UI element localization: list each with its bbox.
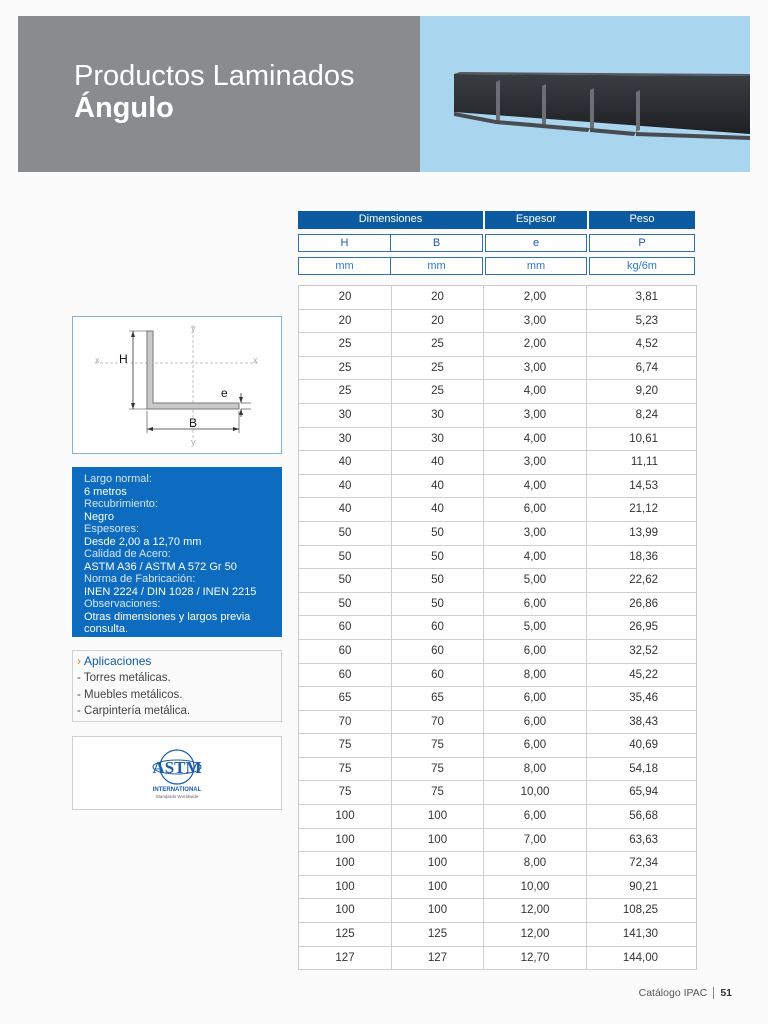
cell-e: 7,00 <box>484 829 587 852</box>
symbol-b: B <box>391 234 483 252</box>
page-header <box>18 16 750 172</box>
page-title-line1: Productos Laminados <box>74 60 355 92</box>
cell-b: 40 <box>392 451 484 474</box>
cell-b: 25 <box>392 333 484 356</box>
info-recub-value: Negro <box>84 510 114 523</box>
angle-section-diagram <box>72 316 282 454</box>
cell-e: 4,00 <box>484 475 587 498</box>
cell-e: 5,00 <box>484 616 587 639</box>
info-calidad-value: ASTM A36 / ASTM A 572 Gr 50 <box>84 560 237 573</box>
table-row <box>299 357 696 381</box>
cell-h: 25 <box>299 357 392 380</box>
spec-table-header <box>298 211 695 280</box>
group-header-row <box>298 211 695 229</box>
label-h: H <box>119 352 128 366</box>
table-row <box>299 286 696 310</box>
cell-p: 108,25 <box>622 904 658 917</box>
table-row <box>299 640 696 664</box>
info-obs-value-1: Otras dimensiones y largos previa <box>84 610 251 623</box>
label-x-right: x <box>253 355 258 365</box>
cell-h: 70 <box>299 711 392 734</box>
cell-p: 54,18 <box>629 762 658 775</box>
cell-e: 6,00 <box>484 711 587 734</box>
table-row <box>299 876 696 900</box>
label-y-top: y <box>191 323 196 333</box>
cell-p: 22,62 <box>629 574 658 587</box>
cell-p: 72,34 <box>629 857 658 870</box>
symbol-header-row <box>298 234 695 252</box>
cell-p: 18,36 <box>629 550 658 563</box>
cell-h: 60 <box>299 640 392 663</box>
cell-b: 40 <box>392 475 484 498</box>
cell-h: 40 <box>299 498 392 521</box>
cell-h: 127 <box>299 947 392 970</box>
page-title-line2: Ángulo <box>74 92 174 124</box>
cell-e: 8,00 <box>484 664 587 687</box>
cell-p: 10,61 <box>629 432 658 445</box>
cell-b: 25 <box>392 357 484 380</box>
cell-e: 6,00 <box>484 593 587 616</box>
header-title-panel <box>18 16 420 172</box>
cell-e: 3,00 <box>484 310 587 333</box>
cell-b: 50 <box>392 569 484 592</box>
table-row <box>299 687 696 711</box>
cell-h: 25 <box>299 333 392 356</box>
cell-p: 141,30 <box>622 928 658 941</box>
cell-e: 10,00 <box>484 876 587 899</box>
application-item: - Carpintería metálica. <box>77 705 191 717</box>
table-row <box>299 829 696 853</box>
cell-p: 21,12 <box>629 503 658 516</box>
cell-p: 4,52 <box>635 338 658 351</box>
unit-header-row <box>298 257 695 275</box>
cell-e: 3,00 <box>484 451 587 474</box>
cell-b: 127 <box>392 947 484 970</box>
table-row <box>299 569 696 593</box>
cell-e: 10,00 <box>484 781 587 804</box>
applications-heading <box>77 654 277 668</box>
cell-p: 14,53 <box>629 479 658 492</box>
cell-b: 75 <box>392 758 484 781</box>
cell-b: 30 <box>392 404 484 427</box>
table-row <box>299 758 696 782</box>
table-row <box>299 404 696 428</box>
cell-h: 100 <box>299 829 392 852</box>
cell-p: 6,74 <box>635 361 658 374</box>
cell-b: 65 <box>392 687 484 710</box>
cell-h: 100 <box>299 852 392 875</box>
cell-p: 9,20 <box>635 385 658 398</box>
info-largo-value: 6 metros <box>84 485 127 498</box>
cell-e: 4,00 <box>484 546 587 569</box>
info-norma-label: Norma de Fabricación: <box>84 573 196 585</box>
cell-b: 100 <box>392 899 484 922</box>
spec-table-body <box>298 285 697 970</box>
cell-p: 8,24 <box>635 408 658 421</box>
table-row <box>299 616 696 640</box>
cell-h: 100 <box>299 805 392 828</box>
cell-p: 45,22 <box>629 668 658 681</box>
header-product-image <box>420 16 750 172</box>
unit-p: kg/6m <box>589 257 695 275</box>
cell-b: 100 <box>392 852 484 875</box>
table-row <box>299 498 696 522</box>
header-espesor: Espesor <box>485 211 587 229</box>
cell-e: 12,70 <box>484 947 587 970</box>
angle-profile-drawing <box>73 317 281 453</box>
cell-b: 50 <box>392 546 484 569</box>
cell-e: 12,00 <box>484 923 587 946</box>
info-esp-label: Espesores: <box>84 523 140 535</box>
table-row <box>299 805 696 829</box>
astm-logo-box <box>72 736 282 810</box>
cell-e: 6,00 <box>484 640 587 663</box>
cell-h: 50 <box>299 593 392 616</box>
cell-b: 30 <box>392 428 484 451</box>
table-row <box>299 522 696 546</box>
table-row <box>299 852 696 876</box>
cell-p: 38,43 <box>629 715 658 728</box>
cell-h: 20 <box>299 286 392 309</box>
cell-p: 63,63 <box>629 833 658 846</box>
cell-b: 60 <box>392 640 484 663</box>
header-peso: Peso <box>589 211 695 229</box>
cell-e: 2,00 <box>484 286 587 309</box>
cell-b: 50 <box>392 522 484 545</box>
cell-p: 144,00 <box>622 951 658 964</box>
cell-h: 50 <box>299 569 392 592</box>
table-row <box>299 451 696 475</box>
info-esp-value: Desde 2,00 a 12,70 mm <box>84 535 202 548</box>
cell-h: 40 <box>299 475 392 498</box>
astm-logo-text: ASTM <box>152 758 202 777</box>
table-row <box>299 711 696 735</box>
cell-e: 6,00 <box>484 687 587 710</box>
cell-e: 4,00 <box>484 428 587 451</box>
astm-logo-tagline: Standards Worldwide <box>155 794 199 799</box>
application-item: - Torres metálicas. <box>77 672 171 684</box>
unit-h: mm <box>298 257 391 275</box>
steel-angle-image <box>420 16 750 172</box>
info-recub-label: Recubrimiento: <box>84 498 158 510</box>
cell-h: 100 <box>299 899 392 922</box>
info-obs-label: Observaciones: <box>84 598 161 610</box>
table-row <box>299 333 696 357</box>
astm-logo <box>73 737 281 809</box>
cell-b: 60 <box>392 616 484 639</box>
chevron-right-icon: › <box>77 654 81 668</box>
cell-h: 75 <box>299 758 392 781</box>
cell-p: 13,99 <box>629 526 658 539</box>
cell-e: 6,00 <box>484 805 587 828</box>
catalog-name: Catálogo IPAC <box>638 987 708 999</box>
table-row <box>299 899 696 923</box>
unit-e: mm <box>485 257 587 275</box>
label-y-bottom: y <box>191 437 196 447</box>
cell-h: 75 <box>299 734 392 757</box>
table-row <box>299 428 696 452</box>
label-b: B <box>189 416 198 430</box>
cell-b: 20 <box>392 286 484 309</box>
cell-h: 100 <box>299 876 392 899</box>
cell-e: 6,00 <box>484 498 587 521</box>
cell-e: 3,00 <box>484 404 587 427</box>
cell-b: 100 <box>392 876 484 899</box>
product-info-box <box>72 467 282 637</box>
cell-h: 20 <box>299 310 392 333</box>
cell-p: 35,46 <box>629 692 658 705</box>
cell-h: 60 <box>299 664 392 687</box>
cell-h: 125 <box>299 923 392 946</box>
cell-b: 100 <box>392 805 484 828</box>
header-dimensiones: Dimensiones <box>298 211 483 229</box>
cell-e: 3,00 <box>484 357 587 380</box>
applications-title: Aplicaciones <box>84 654 152 668</box>
cell-b: 20 <box>392 310 484 333</box>
cell-b: 75 <box>392 781 484 804</box>
symbol-p: P <box>589 234 695 252</box>
cell-h: 65 <box>299 687 392 710</box>
table-row <box>299 781 696 805</box>
cell-e: 8,00 <box>484 852 587 875</box>
table-row <box>299 380 696 404</box>
cell-e: 4,00 <box>484 380 587 403</box>
cell-e: 5,00 <box>484 569 587 592</box>
cell-e: 2,00 <box>484 333 587 356</box>
cell-h: 50 <box>299 522 392 545</box>
symbol-e: e <box>485 234 587 252</box>
cell-p: 3,81 <box>635 291 658 303</box>
cell-b: 70 <box>392 711 484 734</box>
cell-b: 125 <box>392 923 484 946</box>
table-row <box>299 475 696 499</box>
cell-h: 75 <box>299 781 392 804</box>
application-item: - Muebles metálicos. <box>77 688 183 701</box>
cell-e: 8,00 <box>484 758 587 781</box>
info-norma-value: INEN 2224 / DIN 1028 / INEN 2215 <box>84 585 257 598</box>
table-row <box>299 546 696 570</box>
cell-p: 56,68 <box>629 810 658 823</box>
cell-p: 26,95 <box>629 621 658 634</box>
astm-logo-international: INTERNATIONAL <box>152 787 202 793</box>
info-largo-label: Largo normal: <box>84 473 152 485</box>
cell-p: 26,86 <box>629 597 658 610</box>
info-obs-value-2: consulta. <box>84 623 129 635</box>
table-row <box>299 947 696 971</box>
cell-b: 25 <box>392 380 484 403</box>
page-number: 51 <box>713 987 732 999</box>
table-row <box>299 310 696 334</box>
table-row <box>299 664 696 688</box>
cell-b: 100 <box>392 829 484 852</box>
cell-h: 30 <box>299 404 392 427</box>
cell-e: 6,00 <box>484 734 587 757</box>
cell-e: 12,00 <box>484 899 587 922</box>
cell-p: 5,23 <box>635 314 658 327</box>
table-row <box>299 734 696 758</box>
cell-h: 60 <box>299 616 392 639</box>
cell-h: 25 <box>299 380 392 403</box>
cell-b: 40 <box>392 498 484 521</box>
applications-box <box>72 650 282 722</box>
cell-p: 65,94 <box>629 786 658 799</box>
cell-e: 3,00 <box>484 522 587 545</box>
cell-b: 75 <box>392 734 484 757</box>
label-e: e <box>221 386 228 400</box>
table-row <box>299 593 696 617</box>
unit-b: mm <box>391 257 483 275</box>
cell-p: 40,69 <box>629 739 658 752</box>
info-calidad-label: Calidad de Acero: <box>84 548 171 560</box>
table-row <box>299 923 696 947</box>
cell-b: 50 <box>392 593 484 616</box>
cell-h: 30 <box>299 428 392 451</box>
cell-h: 50 <box>299 546 392 569</box>
cell-p: 32,52 <box>629 644 658 657</box>
cell-b: 60 <box>392 664 484 687</box>
cell-p: 90,21 <box>629 880 658 893</box>
page-footer <box>639 987 732 999</box>
cell-h: 40 <box>299 451 392 474</box>
symbol-h: H <box>298 234 391 252</box>
cell-p: 11,11 <box>630 456 658 469</box>
label-x-left: x <box>95 355 100 365</box>
